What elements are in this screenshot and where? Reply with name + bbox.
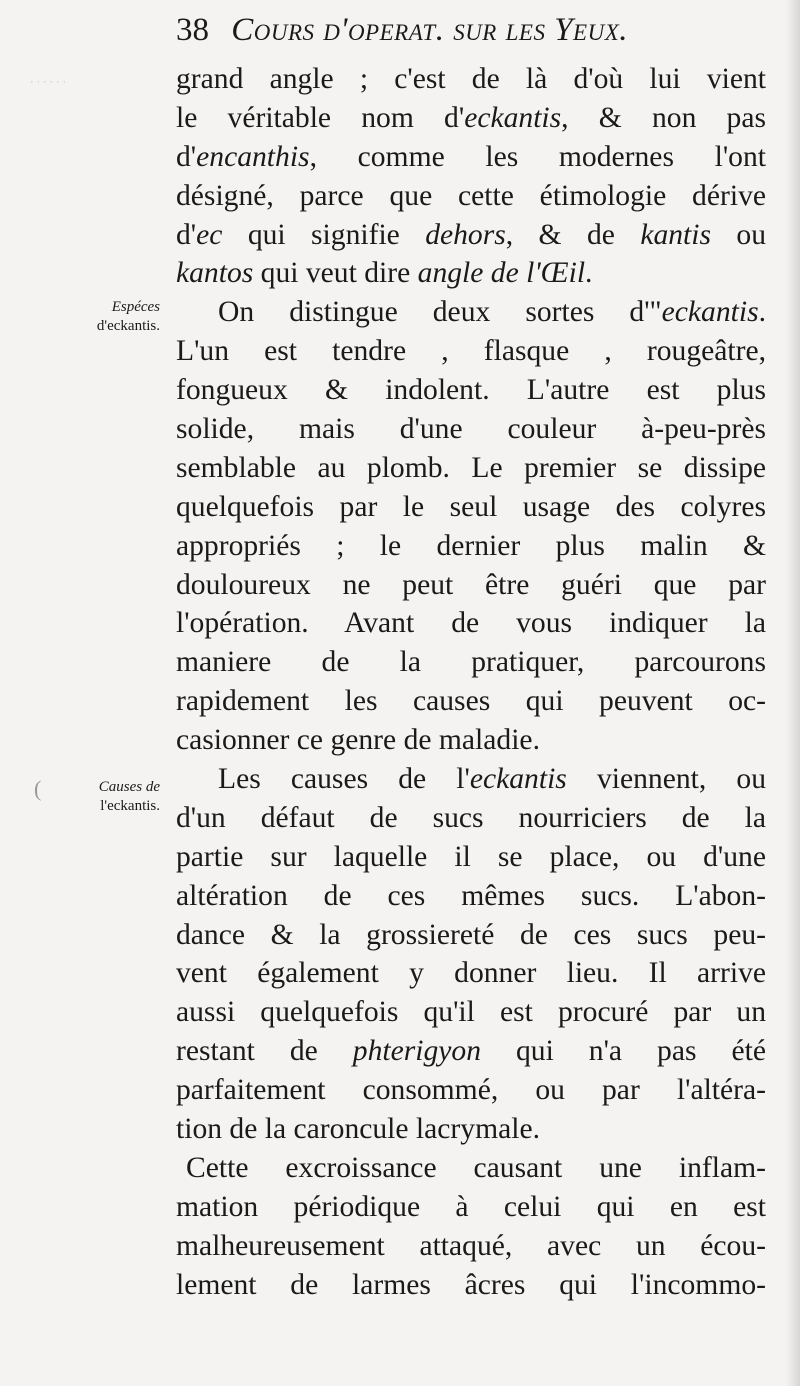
text-line: parfaitement consommé, ou par l'altéra- bbox=[176, 1074, 766, 1107]
text-line: casionner ce genre de maladie. bbox=[176, 724, 540, 757]
text-line: tion de la caroncule lacrymale. bbox=[176, 1113, 540, 1146]
text-line: grand angle ; c'est de là d'où lui vient bbox=[176, 63, 766, 95]
ink-mark: ( bbox=[34, 776, 42, 801]
margin-note-line: Causes de bbox=[98, 779, 160, 795]
text-line: mation périodique à celui qui en est bbox=[176, 1190, 766, 1223]
text-line: malheureusement attaqué, avec un écou- bbox=[176, 1229, 766, 1262]
scan-edge-shadow bbox=[786, 0, 800, 1386]
text-line: rapidement les causes qui peuvent oc- bbox=[176, 685, 766, 718]
text-line: fongueux & indolent. L'autre est plus bbox=[176, 374, 766, 407]
text-line: Cette excroissance causant une inflam- bbox=[186, 1151, 766, 1184]
text-line: l'opération. Avant de vous indiquer la bbox=[176, 607, 766, 640]
text-line: kantos qui veut dire angle de l'Œil. bbox=[176, 257, 593, 290]
text-line: On distingue deux sortes d'"eckantis. bbox=[218, 296, 766, 329]
margin-note-line: d'eckantis. bbox=[96, 318, 160, 334]
text-line: altération de ces mêmes sucs. L'abon- bbox=[176, 879, 766, 912]
text-line: aussi quelquefois qu'il est procuré par un bbox=[176, 996, 766, 1029]
text-line: partie sur laquelle il se place, ou d'une bbox=[176, 840, 766, 873]
text-line: d'encanthis, comme les modernes l'ont bbox=[176, 140, 766, 173]
margin-note-line: l'eckantis. bbox=[100, 798, 160, 814]
text-line: restant de phterigyon qui n'a pas été bbox=[176, 1035, 766, 1068]
text-line: vent également y donner lieu. Il arrive bbox=[176, 957, 766, 990]
margin-note-especes bbox=[40, 298, 160, 336]
text-line: dance & la grossiereté de ces sucs peu- bbox=[176, 918, 766, 951]
text-line: appropriés ; le dernier plus malin & bbox=[176, 529, 766, 562]
text-line: lement de larmes âcres qui l'incommo- bbox=[176, 1268, 766, 1301]
running-title: Cours d'operat. sur les Yeux. bbox=[231, 12, 629, 48]
text-line: L'un est tendre , flasque , rougeâtre, bbox=[176, 335, 766, 368]
text-line: le véritable nom d'eckantis, & non pas bbox=[176, 101, 766, 134]
text-line: d'un défaut de sucs nourriciers de la bbox=[176, 801, 766, 834]
text-line: d'ec qui signifie dehors, & de kantis ou bbox=[176, 218, 767, 251]
body-text bbox=[176, 60, 766, 1305]
bleed-through-text: · · · · · · bbox=[30, 74, 66, 89]
text-line: quelquefois par le seul usage des colyres bbox=[176, 490, 766, 523]
text-line: désigné, parce que cette étimologie dérive bbox=[176, 179, 766, 212]
text-line: Les causes de l'eckantis viennent, ou bbox=[218, 763, 766, 796]
page-number: 38 bbox=[176, 12, 209, 48]
running-header bbox=[176, 12, 776, 64]
text-line: douloureux ne peut être guéri que par bbox=[176, 568, 766, 601]
margin-note-line: Espéces bbox=[111, 299, 160, 315]
margin-note-causes bbox=[40, 778, 160, 816]
text-line: semblable au plomb. Le premier se dissipe bbox=[176, 451, 766, 484]
text-line: solide, mais d'une couleur à-peu-près bbox=[176, 413, 766, 446]
text-line: maniere de la pratiquer, parcourons bbox=[176, 646, 766, 679]
